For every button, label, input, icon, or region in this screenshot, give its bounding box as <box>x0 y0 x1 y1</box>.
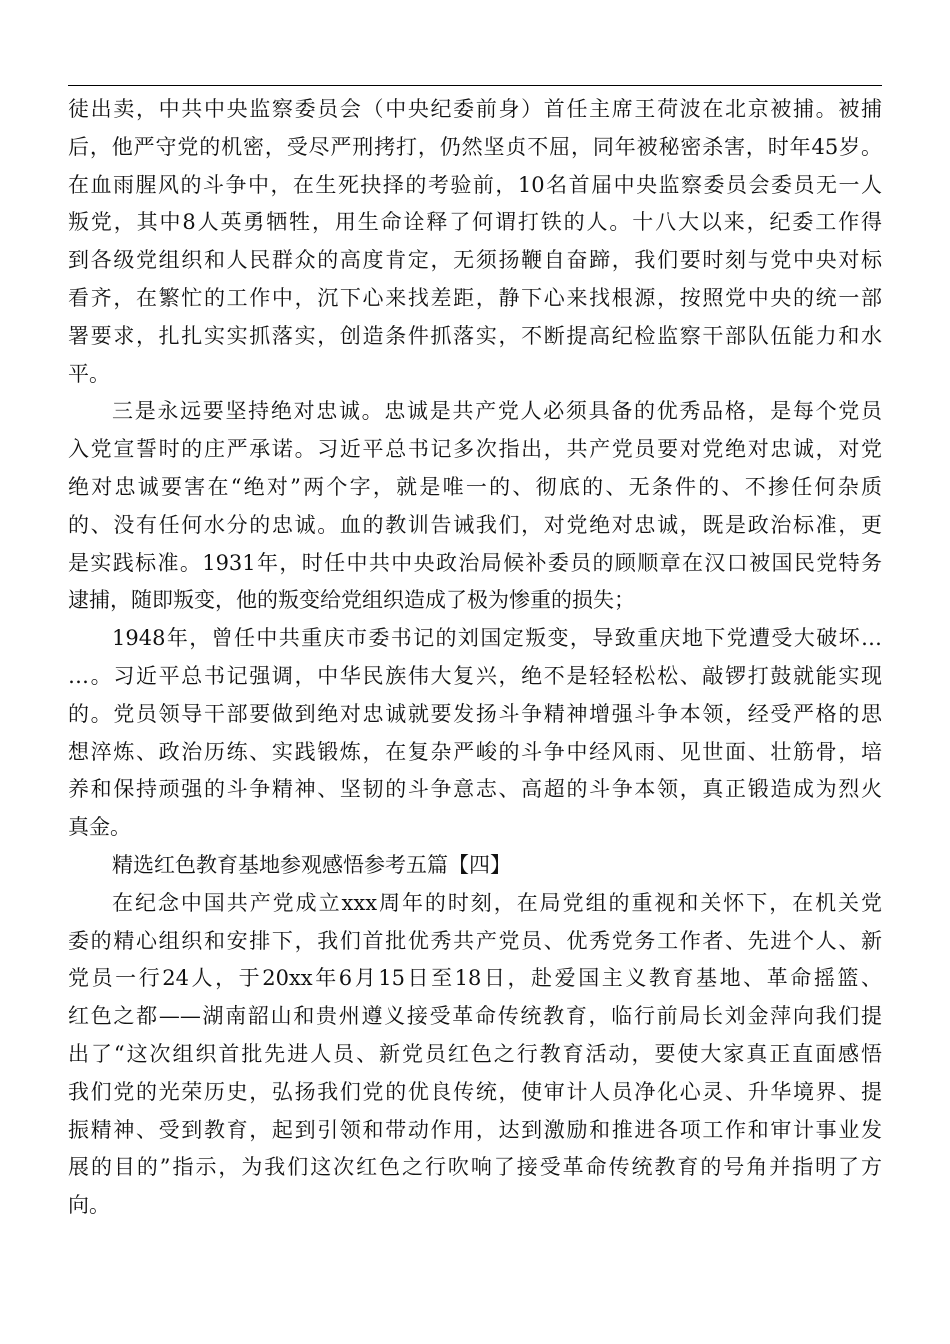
text-line: 精选红色教育基地参观感悟参考五篇【四】 <box>112 852 511 877</box>
header-rule <box>68 85 882 86</box>
text-line: 振精神、受到教育，起到引领和带动作用，达到激励和推进各项工作和审计事业发 <box>68 1117 882 1142</box>
text-line: 1948年，曾任中共重庆市委书记的刘国定叛变，导致重庆地下党遭受大破坏… <box>112 626 882 651</box>
paragraph <box>68 885 882 1225</box>
text-line: 的、没有任何水分的忠诚。血的教训告诫我们，对党绝对忠诚，既是政治标准，更 <box>68 512 882 537</box>
text-line: 的。党员领导干部要做到绝对忠诚就要发扬斗争精神增强斗争本领，经受严格的思 <box>68 701 882 726</box>
text-line: 想淬炼、政治历练、实践锻炼，在复杂严峻的斗争中经风雨、见世面、壮筋骨，培 <box>68 739 882 764</box>
text-line: 在血雨腥风的斗争中，在生死抉择的考验前，10名首届中央监察委员会委员无一人 <box>68 172 882 197</box>
text-line: …。习近平总书记强调，中华民族伟大复兴，绝不是轻轻松松、敲锣打鼓就能实现 <box>68 663 882 688</box>
text-line: 署要求，扎扎实实抓落实，创造条件抓落实，不断提高纪检监察干部队伍能力和水 <box>68 323 882 348</box>
paragraph <box>68 393 882 620</box>
text-line: 到各级党组织和人民群众的高度肯定，无须扬鞭自奋蹄，我们要时刻与党中央对标 <box>68 248 882 273</box>
text-line: 我们党的光荣历史，弘扬我们党的优良传统，使审计人员净化心灵、升华境界、提 <box>68 1079 882 1104</box>
text-line: 是实践标准。1931年，时任中共中央政治局候补委员的顾顺章在汉口被国民党特务 <box>68 550 882 575</box>
document-body <box>68 91 882 1225</box>
text-line: 养和保持顽强的斗争精神、坚韧的斗争意志、高超的斗争本领，真正锻造成为烈火 <box>68 777 882 802</box>
text-line: 徒出卖，中共中央监察委员会（中央纪委前身）首任主席王荷波在北京被捕。被捕 <box>68 97 882 121</box>
text-line: 三是永远要坚持绝对忠诚。忠诚是共产党人必须具备的优秀品格，是每个党员 <box>112 399 882 424</box>
paragraph <box>68 620 882 847</box>
text-line: 平。 <box>68 361 110 386</box>
paragraph <box>68 847 882 885</box>
text-line: 看齐，在繁忙的工作中，沉下心来找差距，静下心来找根源，按照党中央的统一部 <box>68 285 882 310</box>
paragraph <box>68 91 882 393</box>
text-line: 入党宣誓时的庄严承诺。习近平总书记多次指出，共产党员要对党绝对忠诚，对党 <box>68 437 882 462</box>
text-line: 委的精心组织和安排下，我们首批优秀共产党员、优秀党务工作者、先进个人、新 <box>68 928 882 953</box>
text-line: 出了“这次组织首批先进人员、新党员红色之行教育活动，要使大家真正直面感悟 <box>68 1041 882 1066</box>
text-line: 绝对忠诚要害在“绝对”两个字，就是唯一的、彻底的、无条件的、不掺任何杂质 <box>68 474 882 499</box>
text-line: 红色之都——湖南韶山和贵州遵义接受革命传统教育，临行前局长刘金萍向我们提 <box>68 1004 882 1029</box>
text-line: 向。 <box>68 1193 110 1218</box>
text-line: 真金。 <box>68 815 131 840</box>
text-line: 展的目的”指示，为我们这次红色之行吹响了接受革命传统教育的号角并指明了方 <box>68 1155 882 1180</box>
text-line: 党员一行24人，于20xx年6月15日至18日，赴爱国主义教育基地、革命摇篮、 <box>68 966 882 991</box>
text-line: 逮捕，随即叛变，他的叛变给党组织造成了极为惨重的损失； <box>68 588 635 613</box>
text-line: 叛党，其中8人英勇牺牲，用生命诠释了何谓打铁的人。十八大以来，纪委工作得 <box>68 210 882 235</box>
text-line: 后，他严守党的机密，受尽严刑拷打，仍然坚贞不屈，同年被秘密杀害，时年45岁。 <box>68 134 882 159</box>
text-line: 在纪念中国共产党成立xxx周年的时刻，在局党组的重视和关怀下，在机关党 <box>112 890 882 915</box>
